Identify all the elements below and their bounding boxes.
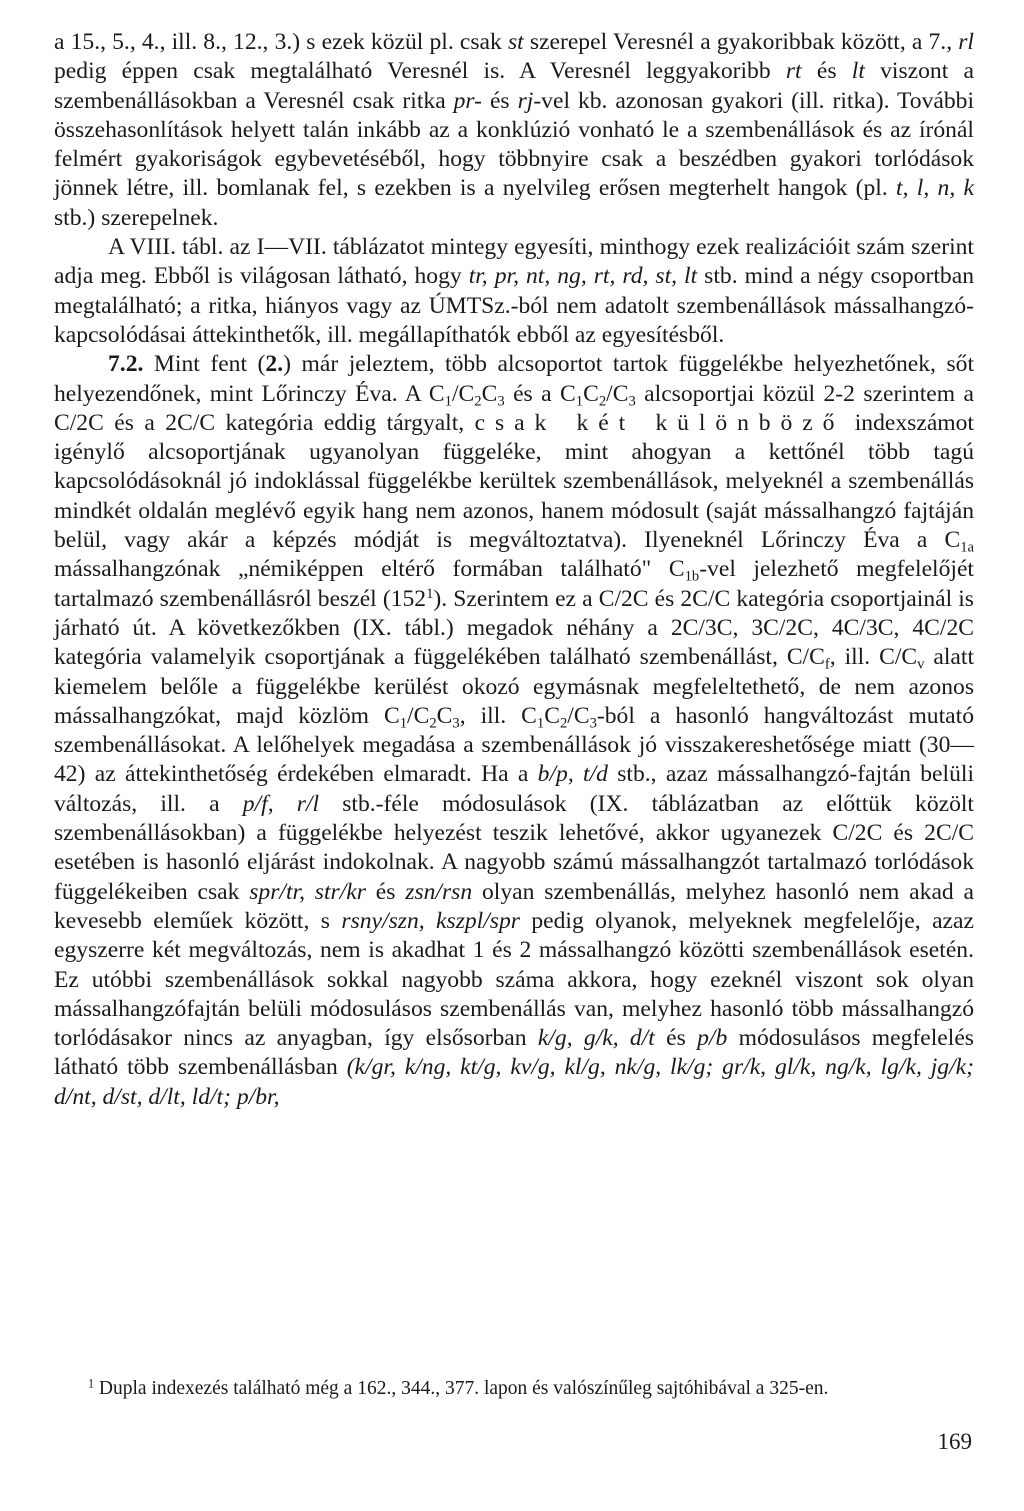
text-run: C — [544, 702, 560, 729]
bold-text: 2. — [265, 351, 284, 378]
text-run: /C — [606, 380, 629, 407]
text-run: indexszámot igénylő alcsoportjának ugyanolyan függeléke, mint ahogyan a kettőnél több tagú kapcsolódásoknál jó indoklással függelékbe kerültek szembenállások, melyeknél a szembenállás mindkét oldalán meglévő egyik hang nem azonos, hanem módosult (saját mássalhangzó fajtáján belül, vagy akár a képzés módját is megváltoztatva). Ilyeneknél Lőrinczy Éva a C — [54, 409, 974, 554]
subscript: 3 — [589, 715, 597, 732]
text-run: -vel jelezhető megfelelőjét tartalmazó szembenállásról beszél (152 — [54, 556, 974, 612]
italic-text: spr/tr, str/kr — [249, 878, 366, 905]
italic-text: st — [507, 29, 524, 55]
italic-text: p/f, r/l — [242, 790, 320, 817]
subscript: 1 — [399, 715, 408, 732]
text-run: és — [482, 87, 518, 114]
text-run: /C — [407, 702, 430, 729]
subscript: 2 — [559, 715, 568, 732]
italic-text: (k/gr, k/ng, kt/g, kv/g, kl/g, nk/g, lk/g; gr/k, gl/k, ng/k, lg/k, jg/k; d/nt, d/st, d/lt, ld/t; p/br, — [54, 1054, 974, 1110]
text-run: olyan szembenállás, melyhez hasonló nem akad a kevesebb eleműek között, s — [54, 878, 975, 934]
text-run: és — [801, 58, 852, 85]
subscript: v — [917, 656, 925, 673]
subscript: 2 — [598, 393, 607, 410]
italic-text: zsn/rsn — [405, 878, 473, 905]
text-run: stb.-féle módosulások (IX. táblázatban az előttük közölt szembenállásokban) a függelékbe helyezést teszik lehetővé, akkor ugyanezek C/2C és 2C/C esetében is hasonló eljárást indokolnak. A nagyobb számú mássalhangzót tartalmazó torlódások függelékeiben csak — [54, 790, 974, 905]
text-run: A VIII. tábl. az I—VII. táblázatot mintegy egyesíti, minthogy ezek realizációit szám szerint adja meg. Ebből is világosan látható, hogy — [54, 234, 974, 290]
italic-text: t, l, n, k — [896, 175, 974, 202]
italic-text: rj — [517, 87, 534, 114]
text-run: alatt kiemelem belőle a függelékbe kerülést okozó egymásnak megfeleltethető, de nem azonos mássalhangzókat, majd közlöm C — [54, 644, 974, 729]
italic-text: rsny/szn, kszpl/spr — [341, 907, 520, 934]
footnote-ref: 1 — [426, 585, 434, 602]
text-run: , ill. C/C — [829, 644, 918, 671]
subscript: 2 — [474, 393, 482, 410]
text-run: stb.) szerepelnek. — [54, 204, 219, 231]
text-run: stb. mind a négy csoportban megtalálható; a ritka, hiányos vagy az ÚMTSz.-ból nem adatolt szembenállások mássalhangzó-kapcsolódásai áttekinthetők, ill. megállapíthatók ebből az egyesítésből. — [54, 263, 974, 348]
footnote-text: Dupla indexezés található még a 162., 344., 377. lapon és valószínűleg sajtóhibával a 325-en. — [94, 1378, 829, 1399]
text-run: C — [583, 380, 599, 407]
text-run: alcsoportjai közül 2-2 szerintem a C/2C és a 2C/C kategória eddig tárgyalt, — [54, 380, 974, 436]
text-run: C — [436, 702, 453, 729]
text-run: szerepel Veresnél a gyakoribbak között, a 7., — [523, 29, 959, 55]
text-run: a 15., 5., 4., ill. 8., 12., 3.) s ezek közül pl. csak — [54, 29, 508, 55]
text-run: -ból a hasonló hangváltozást mutató szembenállásokat. A lelőhelyek megadása a szembenállások jó visszakereshetősége miatt (30—42) az áttekinthetőség érdekében elmaradt. Ha a — [54, 702, 974, 788]
text-run: /C — [451, 380, 475, 407]
paragraph-2 — [54, 233, 974, 350]
text-run: C — [481, 380, 498, 407]
footnote — [88, 1377, 978, 1401]
text-run: mássalhangzónak „némiképpen eltérő formában található" C — [54, 556, 685, 583]
italic-text: b/p, t/d — [537, 761, 608, 788]
paragraph-1 — [54, 28, 974, 233]
subscript: 1 — [536, 715, 545, 732]
text-run: , ill. C — [459, 702, 537, 729]
italic-text: tr, pr, nt, ng, rt, rd, st, lt — [468, 263, 698, 290]
subscript: 3 — [628, 393, 636, 410]
subscript: 3 — [497, 393, 505, 410]
text-run: és a C — [504, 380, 576, 407]
text-run: /C — [567, 702, 590, 729]
text-run: és — [654, 1025, 698, 1052]
italic-text: p/b — [697, 1025, 728, 1052]
text-run: viszont a szembenállásokban a Veresnél csak ritka — [54, 58, 974, 114]
text-run: és — [365, 878, 406, 905]
subscript: 2 — [429, 715, 437, 732]
italic-text: pr- — [453, 87, 482, 114]
spaced-text: csak két különböző — [474, 409, 845, 436]
subscript: 3 — [452, 715, 460, 732]
text-run: stb., azaz mássalhangzó-fajtán belüli változás, ill. a — [54, 761, 974, 817]
subscript: 1 — [575, 393, 584, 410]
text-run: ) már jeleztem, több alcsoportot tartok függelékbe helyezhetőnek, sőt helyezendőnek, mint Lőrinczy Éva. A C — [54, 351, 974, 407]
subscript: 1 — [444, 393, 452, 410]
text-run: Mint fent ( — [143, 351, 266, 378]
page-body — [54, 28, 974, 1112]
italic-text: k/g, g/k, d/t — [537, 1025, 655, 1052]
paragraph-3 — [54, 350, 974, 1112]
italic-text: rt — [785, 58, 802, 85]
page-number: 169 — [937, 1429, 972, 1454]
bold-text: 7.2. — [108, 351, 144, 378]
footnote-marker: 1 — [88, 1376, 95, 1391]
text-run: pedig éppen csak megtalálható Veresnél is. A Veresnél leggyakoribb — [54, 58, 786, 85]
italic-text: lt — [851, 58, 865, 85]
subscript: f — [824, 656, 830, 673]
text-run: ). Szerintem ez a C/2C és 2C/C kategória csoportjainál is járható út. A következőkben (IX. tábl.) megadok néhány a 2C/3C, 3C/2C, 4C/3C, 4C/2C kategória valamelyik csoportjának a függelékében található szembenállást, C/C — [54, 585, 974, 671]
text-run: módosulásos megfelelés látható több szembenállásban — [54, 1025, 974, 1081]
text-run: pedig olyanok, melyeknek megfelelője, azaz egyszerre két megváltozás, nem is akadhat 1 és 2 mássalhangzó közötti szembenállások esetén. Ez utóbbi szembenállások sokkal nagyobb száma akkora, hogy ezeknél viszont sok olyan mássalhangzófajtán belüli módosulásos szembenállás van, melyhez hasonló több mássalhangzó torlódásakor nincs az anyagban, így elsősorban — [54, 907, 974, 1052]
text-run: -vel kb. azonosan gyakori (ill. ritka). További összehasonlítások helyett talán inkább az a konklúzió vonható le a szembenállások és az írónál felmért gyakoriságok egybevetéséből, hogy többnyire csak a beszédben gyakori torlódások jönnek létre, ill. bomlanak fel, s ezekben is a nyelvileg erősen megterhelt hangok (pl. — [54, 87, 975, 202]
subscript: 1b — [684, 569, 700, 586]
italic-text: rl — [958, 29, 974, 55]
subscript: 1a — [960, 539, 974, 556]
